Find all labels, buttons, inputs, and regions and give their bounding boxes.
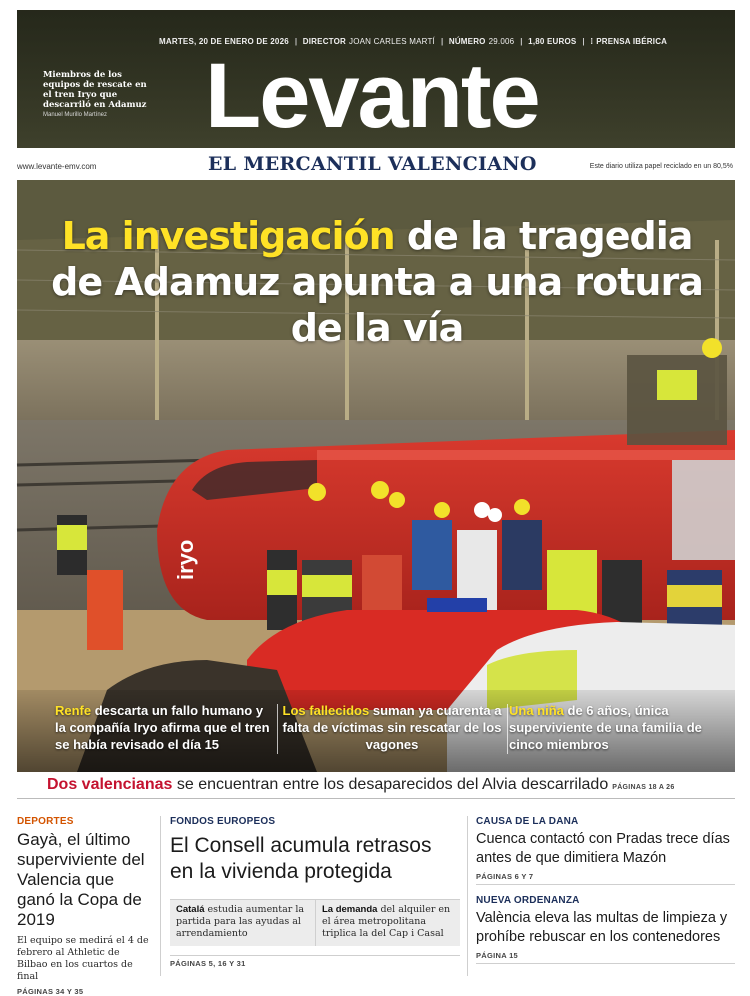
teaser-renfe[interactable] [55,702,275,753]
newspaper-subtitle: EL MERCANTIL VALENCIANO [208,153,537,175]
teaser-highlight: Renfe [55,703,92,718]
strip-rest: se encuentran entre los desaparecidos del Alvia descarrilado [172,776,609,793]
teaser-nina[interactable] [509,702,729,753]
publisher-group: PRENSA IBÉRICA [596,37,668,46]
subitem-text: del alquiler en el área metropolitana triplica la del Cap i Casal [322,904,451,939]
strip-headline [47,776,675,794]
sports-kicker: DEPORTES [17,816,74,827]
strip-highlight: Dos valencianas [47,776,173,793]
ordinance-pages: PÁGINA 15 [476,951,735,964]
director-name: JOAN CARLES MARTÍ [349,37,435,46]
issue-number-label: NÚMERO [448,37,486,46]
subitem-bold: Catalá [176,904,205,915]
dateline: MARTES, 20 DE ENERO DE 2026 | DIRECTOR JOAN CARLES MARTÍ | NÚMERO 29.006 | 1,80 EUROS | ⁞ PRENSA IBÉRICA [159,37,668,46]
strip-pages: PÁGINAS 18 A 26 [612,784,675,791]
sports-story[interactable] [17,816,151,996]
recycled-paper-note: Este diario utiliza papel reciclado en un 80,5% [589,163,733,170]
issue-date: MARTES, 20 DE ENERO DE 2026 [159,37,289,46]
teaser-divider [277,704,278,754]
teaser-text: de 6 años, única superviviente de una familia de cinco miembros [509,703,702,752]
funds-pages: PÁGINAS 5, 16 Y 31 [170,955,460,968]
right-column [476,816,735,964]
lead-headline-highlight: La investigación [61,214,395,258]
funds-subitem [315,900,460,946]
funds-story[interactable] [170,816,460,968]
ordinance-story[interactable] [476,895,735,964]
secondary-strip[interactable] [17,773,735,799]
teaser-highlight: Una niña [509,703,564,718]
teaser-fallecidos[interactable] [279,702,505,753]
ordinance-title: València eleva las multas de limpieza y prohíbe rebuscar en los contenedores [476,910,728,945]
lead-headline-rest: de la tragedia de Adamuz apunta a una rotura de la vía [51,214,703,350]
teaser-text: descarta un fallo humano y la compañía Iryo afirma que el tren se había revisado el día 15 [55,703,270,752]
funds-subitem [170,900,315,946]
masthead-subbar [17,148,735,180]
dana-story[interactable] [476,816,735,885]
dana-kicker: CAUSA DE LA DANA [476,816,579,827]
funds-kicker: FONDOS EUROPEOS [170,816,276,827]
column-divider [467,816,468,976]
sports-body: El equipo se medirá el 4 de febrero al Athletic de Bilbao en los cuartos de final [17,935,149,982]
subitem-bold: La demanda [322,904,378,915]
photo-caption: Miembros de los equipos de rescate en el tren Iryo que descarriló en Adamuz [43,70,147,110]
sports-title: Gayà, el último superviviente del Valencia que ganó la Copa de 2019 [17,830,145,929]
ordinance-kicker: NUEVA ORDENANZA [476,895,580,906]
subitem-text: estudia aumentar la partida para las ayudas al arrendamiento [176,904,305,939]
funds-subitems [170,899,460,946]
photo-credit: Manuel Murillo Martínez [43,112,108,118]
masthead [17,10,735,148]
prensa-iberica-icon: ⁞ [590,37,594,46]
cover-photo-block [17,10,735,772]
director-label: DIRECTOR [302,37,347,46]
teaser-text: suman ya cuarenta a falta de víctimas sin rescatar de los vagones [282,703,502,752]
funds-title: El Consell acumula retrasos en la vivienda protegida [170,834,432,883]
sports-pages: PÁGINAS 34 Y 35 [17,987,84,996]
lead-headline[interactable] [47,213,707,351]
column-divider [160,816,161,976]
newspaper-logo[interactable]: Levante [205,45,539,147]
dana-pages: PÁGINAS 6 Y 7 [476,872,735,885]
teaser-divider [507,704,508,754]
teaser-highlight: Los fallecidos [282,703,370,718]
lead-teasers [17,690,735,772]
svg-text:iryo: iryo [173,539,198,580]
dana-title: Cuenca contactó con Pradas trece días antes de que dimitiera Mazón [476,831,730,866]
price: 1,80 EUROS [528,37,577,46]
website-link[interactable]: www.levante-emv.com [17,162,97,171]
issue-number: 29.006 [488,37,515,46]
